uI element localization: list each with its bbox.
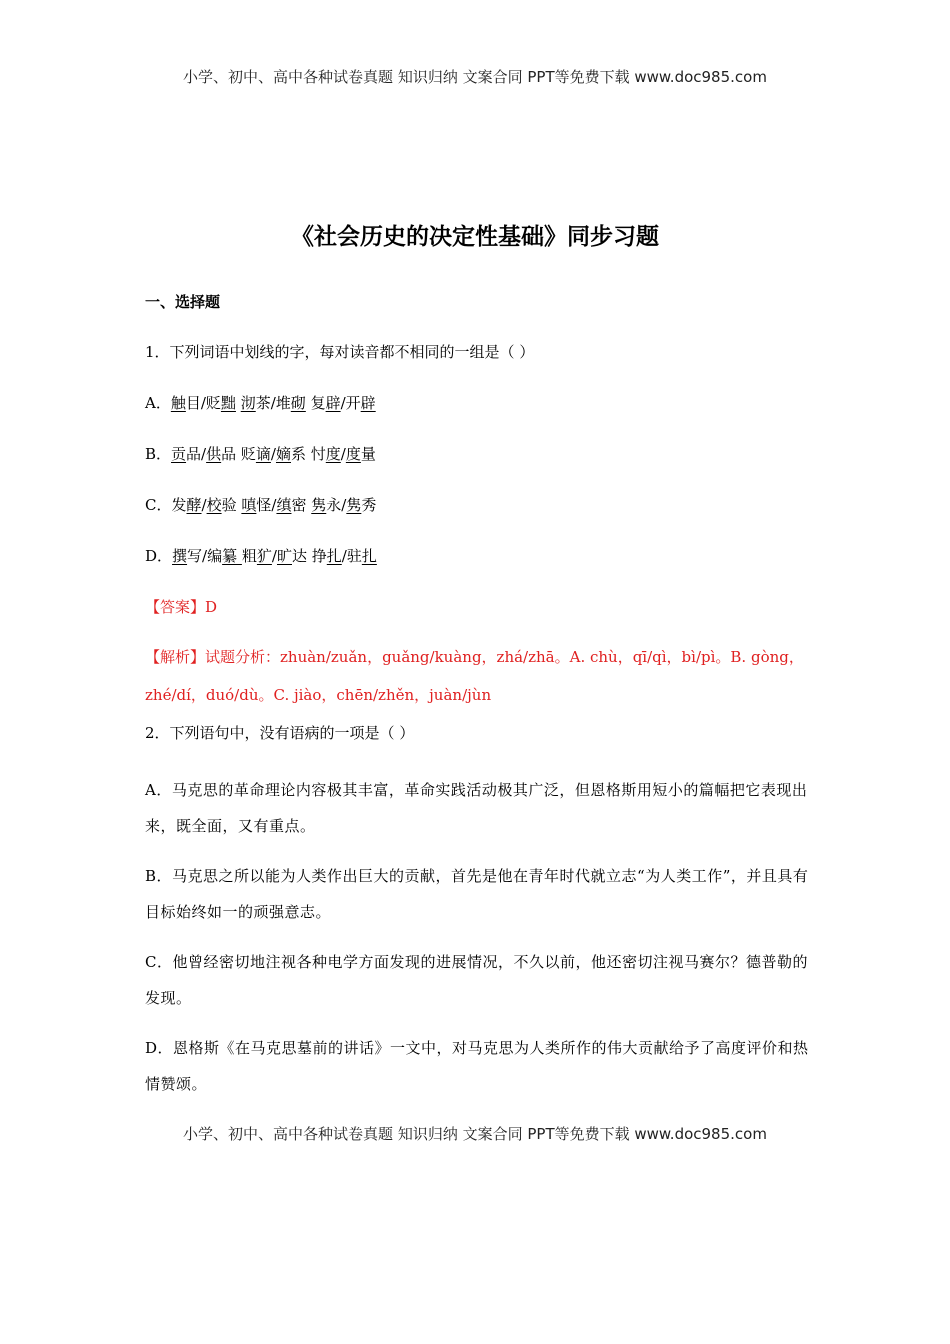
question-1-option-a: A．触目/贬黜 沏茶/堆砌 复辟/开辟 xyxy=(145,394,376,412)
question-1-option-d: D．撰写/编纂 粗犷/旷达 挣扎/驻扎 xyxy=(145,547,377,565)
page-footer: 小学、初中、高中各种试卷真题 知识归纳 文案合同 PPT等免费下载 www.doc985.com xyxy=(183,1125,767,1143)
answer-value: D xyxy=(205,598,218,616)
analysis-tag: 【解析】 xyxy=(145,648,206,666)
question-2-option-d: D．恩格斯《在马克思墓前的讲话》一文中，对马克思为人类所作的伟大贡献给予了高度评价和热情赞颂。 xyxy=(145,1039,809,1093)
document-body xyxy=(145,290,810,1116)
question-1-analysis xyxy=(145,638,810,714)
answer-tag: 【答案】 xyxy=(145,598,206,616)
question-1-answer xyxy=(145,595,810,619)
question-1-stem: 1．下列词语中划线的字，每对读音都不相同的一组是（ ） xyxy=(145,343,535,361)
document-title: 《社会历史的决定性基础》同步习题 xyxy=(291,224,659,250)
question-2-option-b: B．马克思之所以能为人类作出巨大的贡献，首先是他在青年时代就立志“为人类工作”，并且具有目标始终如一的顽强意志。 xyxy=(145,867,809,921)
analysis-text: 试题分析：zhuàn/zuǎn，guǎng/kuàng，zhá/zhā。A. chù，qī/qì，bì/pì。B. gòng，zhé/dí，duó/dù。C. jiào，chēn/zhěn，juàn/jùn xyxy=(145,648,804,704)
question-2-option-c: C．他曾经密切地注视各种电学方面发现的进展情况，不久以前，他还密切注视马赛尔？德普勒的发现。 xyxy=(145,953,808,1007)
question-1-option-b: B．贡品/供品 贬谪/嫡系 忖度/度量 xyxy=(145,445,376,463)
question-1-option-c: C．发酵/校验 嗔怪/缜密 隽永/隽秀 xyxy=(145,496,377,514)
page-header: 小学、初中、高中各种试卷真题 知识归纳 文案合同 PPT等免费下载 www.doc985.com xyxy=(183,68,767,86)
question-2-stem: 2．下列语句中，没有语病的一项是（ ） xyxy=(145,724,415,742)
section-heading: 一、选择题 xyxy=(145,293,221,311)
question-2-option-a: A．马克思的革命理论内容极其丰富，革命实践活动极其广泛，但恩格斯用短小的篇幅把它表现出来，既全面，又有重点。 xyxy=(145,781,808,835)
